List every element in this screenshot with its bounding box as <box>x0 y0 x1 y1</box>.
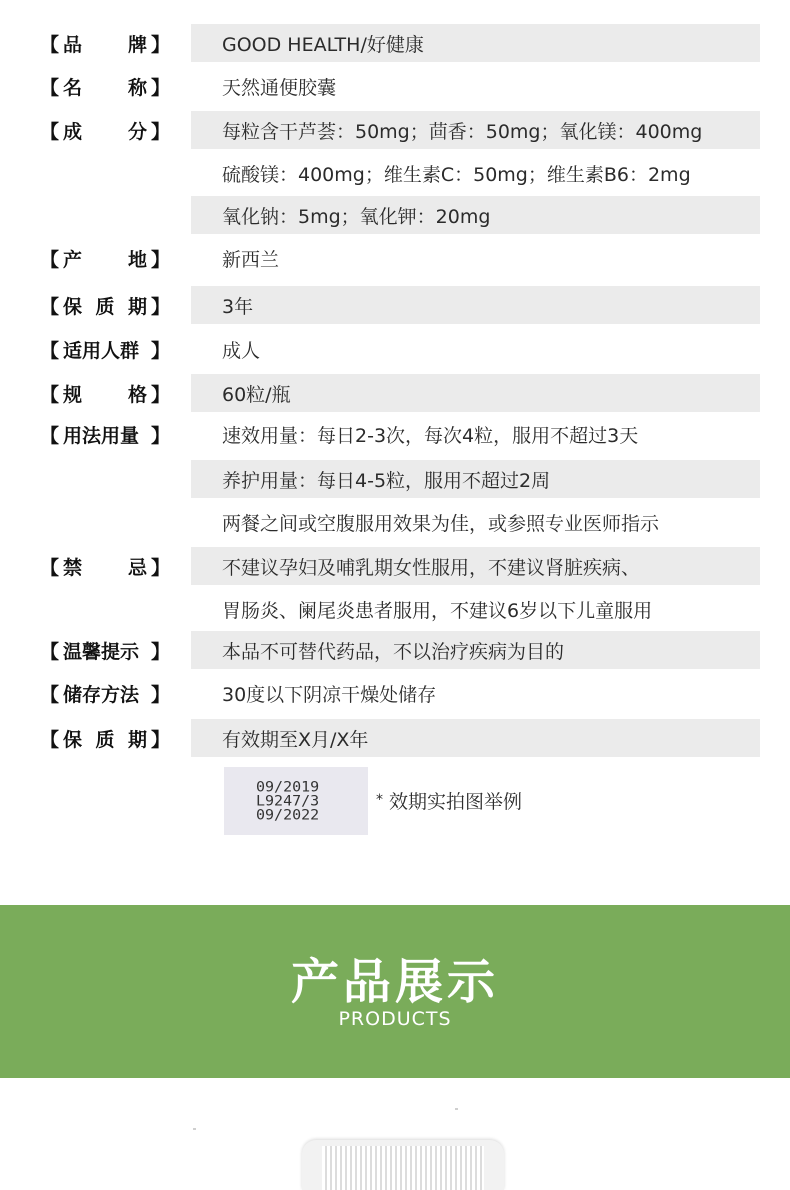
row-label <box>40 631 170 669</box>
bracket-open: 【 <box>40 424 60 447</box>
row-value: 本品不可替代药品，不以治疗疾病为目的 <box>191 631 760 669</box>
label-char: 地 <box>127 248 147 271</box>
row-label <box>40 547 170 585</box>
label-char: 牌 <box>127 33 147 56</box>
bracket-close: 】 <box>150 339 170 362</box>
stamp-caption-text: 效期实拍图举例 <box>389 790 523 813</box>
label-char: 质 <box>95 295 115 318</box>
bracket-close: 】 <box>150 120 170 143</box>
bracket-open: 【 <box>40 295 60 318</box>
row-label-text <box>59 637 151 664</box>
row-value: 不建议孕妇及哺乳期女性服用，不建议肾脏疾病、 <box>191 547 760 585</box>
info-row <box>0 547 790 585</box>
info-row <box>0 631 790 669</box>
stamp-line: 09/2019 <box>256 778 320 796</box>
row-label-text <box>59 245 151 272</box>
label-char: 格 <box>127 383 147 406</box>
stamp-line: L9247/3 <box>256 792 320 810</box>
row-label-text <box>59 117 151 144</box>
row-value: 3年 <box>191 286 760 324</box>
row-value: 速效用量：每日2-3次，每次4粒，服用不超过3天 <box>222 424 639 447</box>
label-char: 规 <box>63 383 83 406</box>
bracket-open: 【 <box>40 383 60 406</box>
bottle-cap-image <box>302 1140 504 1190</box>
label-char: 称 <box>127 76 147 99</box>
stamp-caption <box>376 781 522 819</box>
row-label-text <box>59 553 151 580</box>
label-char: 储存方法 <box>63 683 140 706</box>
label-char: 忌 <box>127 556 147 579</box>
label-char: 保 <box>63 728 83 751</box>
bracket-open: 【 <box>40 728 60 751</box>
row-label <box>40 719 170 757</box>
info-row <box>0 154 790 192</box>
row-label <box>40 330 170 368</box>
row-value: 天然通便胶囊 <box>222 76 337 99</box>
bracket-close: 】 <box>150 683 170 706</box>
label-char: 保 <box>63 295 83 318</box>
info-row <box>0 415 790 453</box>
info-row <box>0 674 790 712</box>
info-row <box>0 460 790 498</box>
bracket-close: 】 <box>150 640 170 663</box>
row-value: 每粒含干芦荟：50mg；茴香：50mg；氧化镁：400mg <box>191 111 760 149</box>
info-row <box>0 67 790 105</box>
info-row <box>0 719 790 757</box>
speck <box>455 1108 458 1110</box>
row-label <box>40 286 170 324</box>
bracket-close: 】 <box>150 556 170 579</box>
bracket-close: 】 <box>150 383 170 406</box>
label-char: 质 <box>95 728 115 751</box>
row-label-text <box>59 725 151 752</box>
stamp-line: 09/2022 <box>256 806 320 824</box>
expiry-stamp-photo <box>224 767 368 835</box>
info-row <box>0 330 790 368</box>
bracket-open: 【 <box>40 248 60 271</box>
cap-ridges <box>322 1146 484 1190</box>
bracket-close: 】 <box>150 76 170 99</box>
row-label-text <box>59 421 151 448</box>
row-value: GOOD HEALTH/好健康 <box>191 24 760 62</box>
bracket-open: 【 <box>40 339 60 362</box>
bracket-close: 】 <box>150 424 170 447</box>
row-label <box>40 415 170 453</box>
row-value: 30度以下阴凉干燥处储存 <box>222 683 437 706</box>
row-label <box>40 24 170 62</box>
row-label-text <box>59 336 151 363</box>
info-row <box>0 24 790 62</box>
row-label-text <box>59 292 151 319</box>
bracket-close: 】 <box>150 728 170 751</box>
label-char: 用法用量 <box>63 424 140 447</box>
row-label <box>40 239 170 277</box>
row-value: 新西兰 <box>222 248 280 271</box>
bracket-open: 【 <box>40 640 60 663</box>
row-label-text <box>59 73 151 100</box>
row-value: 两餐之间或空腹服用效果为佳，或参照专业医师指示 <box>222 512 660 535</box>
info-row <box>0 111 790 149</box>
row-label-text <box>59 30 151 57</box>
info-row <box>0 503 790 541</box>
bracket-close: 】 <box>150 248 170 271</box>
label-char: 成 <box>63 120 83 143</box>
row-label-text <box>59 680 151 707</box>
bracket-close: 】 <box>150 33 170 56</box>
label-char: 期 <box>127 728 147 751</box>
info-row <box>0 239 790 277</box>
bracket-open: 【 <box>40 120 60 143</box>
section-banner <box>0 905 790 1078</box>
label-char: 分 <box>127 120 147 143</box>
row-value: 养护用量：每日4-5粒，服用不超过2周 <box>191 460 760 498</box>
row-value: 有效期至X月/X年 <box>191 719 760 757</box>
info-row <box>0 286 790 324</box>
row-label <box>40 67 170 105</box>
info-row <box>0 196 790 234</box>
bracket-open: 【 <box>40 683 60 706</box>
row-label <box>40 111 170 149</box>
row-label-text <box>59 380 151 407</box>
asterisk: * <box>376 792 383 808</box>
label-char: 禁 <box>63 556 83 579</box>
info-row <box>0 374 790 412</box>
row-value: 60粒/瓶 <box>191 374 760 412</box>
speck <box>193 1128 196 1130</box>
label-char: 期 <box>127 295 147 318</box>
row-value: 硫酸镁：400mg；维生素C：50mg；维生素B6：2mg <box>222 163 691 186</box>
row-value: 胃肠炎、阑尾炎患者服用，不建议6岁以下儿童服用 <box>222 599 653 622</box>
label-char: 适用人群 <box>63 339 140 362</box>
section-subtitle: PRODUCTS <box>338 1008 452 1030</box>
row-label <box>40 374 170 412</box>
info-row <box>0 590 790 628</box>
label-char: 温馨提示 <box>63 640 140 663</box>
row-value: 成人 <box>222 339 261 362</box>
bracket-open: 【 <box>40 33 60 56</box>
bracket-open: 【 <box>40 556 60 579</box>
row-label <box>40 674 170 712</box>
bracket-open: 【 <box>40 76 60 99</box>
bracket-close: 】 <box>150 295 170 318</box>
row-value: 氧化钠：5mg；氧化钾：20mg <box>191 196 760 234</box>
label-char: 产 <box>63 248 83 271</box>
label-char: 品 <box>63 33 83 56</box>
label-char: 名 <box>63 76 83 99</box>
section-title: 产品展示 <box>290 954 499 1010</box>
